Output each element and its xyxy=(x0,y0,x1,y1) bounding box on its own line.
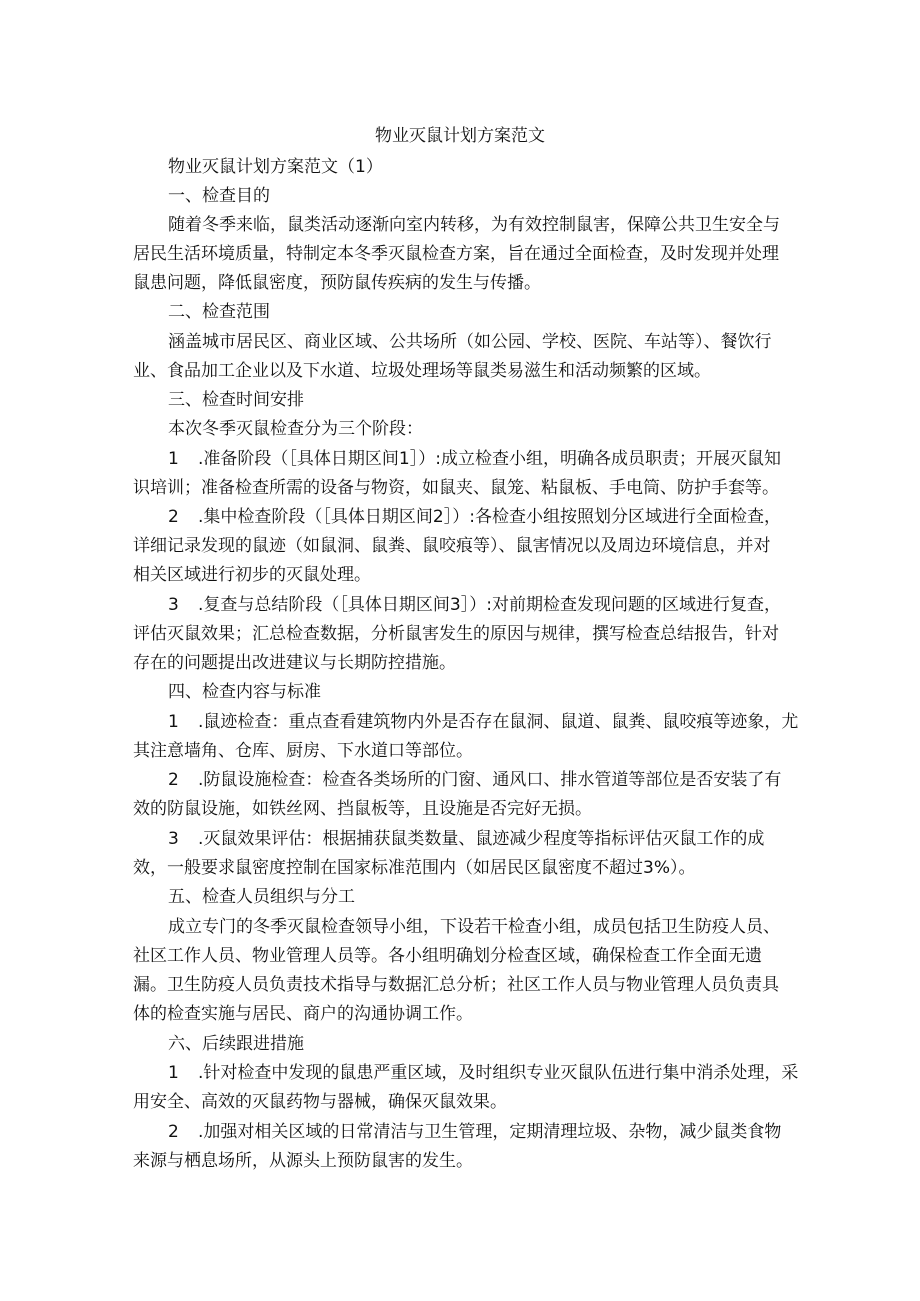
list-item-number: 2 xyxy=(168,770,179,790)
paragraph-line: 体的检查实施与居民、商户的沟通协调工作。 xyxy=(133,1004,473,1024)
paragraph-line: 涵盖城市居民区、商业区域、公共场所（如公园、学校、医院、车站等）、餐饮行 xyxy=(168,332,772,352)
section-heading-content: 四、检查内容与标准 xyxy=(168,682,321,702)
list-item-line xyxy=(168,1120,838,1144)
list-item-number: 3 xyxy=(168,829,179,849)
section-heading-schedule: 三、检查时间安排 xyxy=(168,390,304,410)
list-item-number: 2 xyxy=(168,1122,179,1142)
list-item-line: 来源与栖息场所，从源头上预防鼠害的发生。 xyxy=(133,1151,473,1171)
paragraph-line: 社区工作人员、物业管理人员等。各小组明确划分检查区域，确保检查工作全面无遗 xyxy=(133,946,762,966)
list-item-line: 用安全、高效的灭鼠药物与器械，确保灭鼠效果。 xyxy=(133,1092,507,1112)
list-item-number: 1 xyxy=(168,712,179,732)
section-heading-followup: 六、后续跟进措施 xyxy=(168,1034,304,1054)
list-item-number: 1 xyxy=(168,1063,179,1083)
list-item-number: 1 xyxy=(168,449,179,469)
list-item-text: .针对检查中发现的鼠患严重区域，及时组织专业灭鼠队伍进行集中消杀处理，采 xyxy=(198,1063,799,1083)
document-subtitle: 物业灭鼠计划方案范文（1） xyxy=(168,157,383,177)
document-title: 物业灭鼠计划方案范文 xyxy=(375,126,545,146)
list-item-text: .准备阶段（［具体日期区间1］）:成立检查小组，明确各成员职责；开展灭鼠知 xyxy=(198,449,781,469)
list-item-line xyxy=(168,593,838,617)
list-item-text: .加强对相关区域的日常清洁与卫生管理，定期清理垃圾、杂物，减少鼠类食物 xyxy=(198,1122,782,1142)
paragraph-line: 鼠患问题，降低鼠密度，预防鼠传疾病的发生与传播。 xyxy=(133,273,541,293)
section-heading-scope: 二、检查范围 xyxy=(168,302,270,322)
list-item-line xyxy=(168,505,838,529)
list-item-line: 其注意墙角、仓库、厨房、下水道口等部位。 xyxy=(133,741,473,761)
list-item-text: .防鼠设施检查：检查各类场所的门窗、通风口、排水管道等部位是否安装了有 xyxy=(198,770,782,790)
list-item-line xyxy=(168,768,838,792)
list-item-line xyxy=(168,827,838,851)
list-item-line xyxy=(168,447,838,471)
paragraph-line: 本次冬季灭鼠检查分为三个阶段： xyxy=(168,419,423,439)
list-item-text: .复查与总结阶段（［具体日期区间3］）:对前期检查发现问题的区域进行复查， xyxy=(198,595,781,615)
paragraph-line: 居民生活环境质量，特制定本冬季灭鼠检查方案，旨在通过全面检查，及时发现并处理 xyxy=(133,244,779,264)
paragraph-line: 漏。卫生防疫人员负责技术指导与数据汇总分析；社区工作人员与物业管理人员负责具 xyxy=(133,975,779,995)
list-item-line: 存在的问题提出改进建议与长期防控措施。 xyxy=(133,653,456,673)
list-item-line: 识培训；准备检查所需的设备与物资，如鼠夹、鼠笼、粘鼠板、手电筒、防护手套等。 xyxy=(133,478,779,498)
list-item-line xyxy=(168,1061,838,1085)
section-heading-staffing: 五、检查人员组织与分工 xyxy=(168,887,355,907)
list-item-text: .集中检查阶段（［具体日期区间2］）:各检查小组按照划分区域进行全面检查， xyxy=(198,507,781,527)
list-item-text: .灭鼠效果评估：根据捕获鼠类数量、鼠迹减少程度等指标评估灭鼠工作的成 xyxy=(198,829,765,849)
list-item-text: .鼠迹检查：重点查看建筑物内外是否存在鼠洞、鼠道、鼠粪、鼠咬痕等迹象，尤 xyxy=(198,712,799,732)
list-item-line: 详细记录发现的鼠迹（如鼠洞、鼠粪、鼠咬痕等）、鼠害情况以及周边环境信息，并对 xyxy=(133,536,771,556)
list-item-line: 效，一般要求鼠密度控制在国家标准范围内（如居民区鼠密度不超过3%）。 xyxy=(133,858,696,878)
paragraph-line: 随着冬季来临，鼠类活动逐渐向室内转移，为有效控制鼠害，保障公共卫生安全与 xyxy=(168,215,780,235)
list-item-line: 评估灭鼠效果；汇总检查数据，分析鼠害发生的原因与规律，撰写检查总结报告，针对 xyxy=(133,624,779,644)
list-item-line: 相关区域进行初步的灭鼠处理。 xyxy=(133,565,371,585)
list-item-line xyxy=(168,710,838,734)
section-heading-purpose: 一、检查目的 xyxy=(168,186,270,206)
list-item-number: 2 xyxy=(168,507,179,527)
list-item-number: 3 xyxy=(168,595,179,615)
paragraph-line: 业、食品加工企业以及下水道、垃圾处理场等鼠类易滋生和活动频繁的区域。 xyxy=(133,361,711,381)
list-item-line: 效的防鼠设施，如铁丝网、挡鼠板等，且设施是否完好无损。 xyxy=(133,799,592,819)
paragraph-line: 成立专门的冬季灭鼠检查领导小组，下设若干检查小组，成员包括卫生防疫人员、 xyxy=(168,917,780,937)
